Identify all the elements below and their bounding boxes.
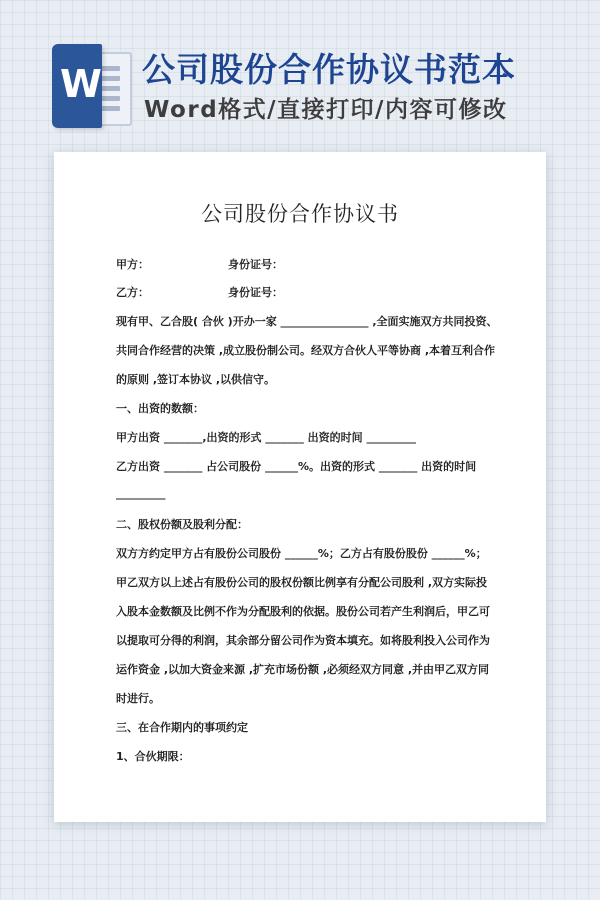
body-line: 共同合作经营的决策 ,成立股份制公司。经双方合伙人平等协商 ,本着互利合作 bbox=[116, 344, 496, 357]
word-logo-tile bbox=[52, 44, 102, 128]
header-banner bbox=[0, 0, 600, 140]
body-line: 1、合伙期限： bbox=[116, 750, 190, 763]
party-b-id-label: 身份证号： bbox=[228, 286, 283, 299]
section-heading: 三、在合作期内的事项约定 bbox=[116, 721, 248, 734]
body-line: 入股本金数额及比例不作为分配股利的依据。股份公司若产生利润后，甲乙可 bbox=[116, 605, 490, 618]
body-line: 以提取可分得的利润，其余部分留公司作为资本填充。如将股利投入公司作为 bbox=[116, 634, 490, 647]
body-line: 双方方约定甲方占有股份公司股份 ______%；乙方占有股份股份 ______%； bbox=[116, 547, 487, 560]
body-line: 现有甲、乙合股( 合伙 )开办一家 ________________ ,全面实施双方共同投资、 bbox=[116, 315, 498, 328]
banner-subtitle: Word格式/直接打印/内容可修改 bbox=[144, 97, 508, 123]
body-line: 的原则 ,签订本协议 ,以供信守。 bbox=[116, 373, 276, 386]
party-a-label: 甲方： bbox=[116, 258, 149, 271]
body-line: 运作资金 ,以加大资金来源 ,扩充市场份额 ,必须经双方同意 ,并由甲乙双方同 bbox=[116, 663, 490, 676]
section-heading: 二、股权份额及股利分配： bbox=[116, 518, 248, 531]
word-icon bbox=[52, 44, 132, 128]
body-line: 甲乙双方以上述占有股份公司的股权份额比例享有分配公司股利 ,双方实际投 bbox=[116, 576, 488, 589]
section-heading: 一、出资的数额： bbox=[116, 402, 204, 415]
body-line: 乙方出资 _______ 占公司股份 ______%。出资的形式 _______ 出资的时间 bbox=[116, 460, 477, 473]
body-line: 甲方出资 _______,出资的形式 _______ 出资的时间 _________ bbox=[116, 431, 416, 444]
document-page bbox=[54, 152, 546, 822]
party-a-id-label: 身份证号： bbox=[228, 258, 283, 271]
body-line: _________ bbox=[116, 487, 166, 500]
document-title: 公司股份合作协议书 bbox=[201, 202, 399, 226]
party-b-label: 乙方： bbox=[116, 286, 149, 299]
banner-title: 公司股份合作协议书范本 bbox=[142, 50, 516, 89]
body-line: 时进行。 bbox=[116, 692, 160, 705]
word-logo-letter: W bbox=[60, 62, 102, 106]
